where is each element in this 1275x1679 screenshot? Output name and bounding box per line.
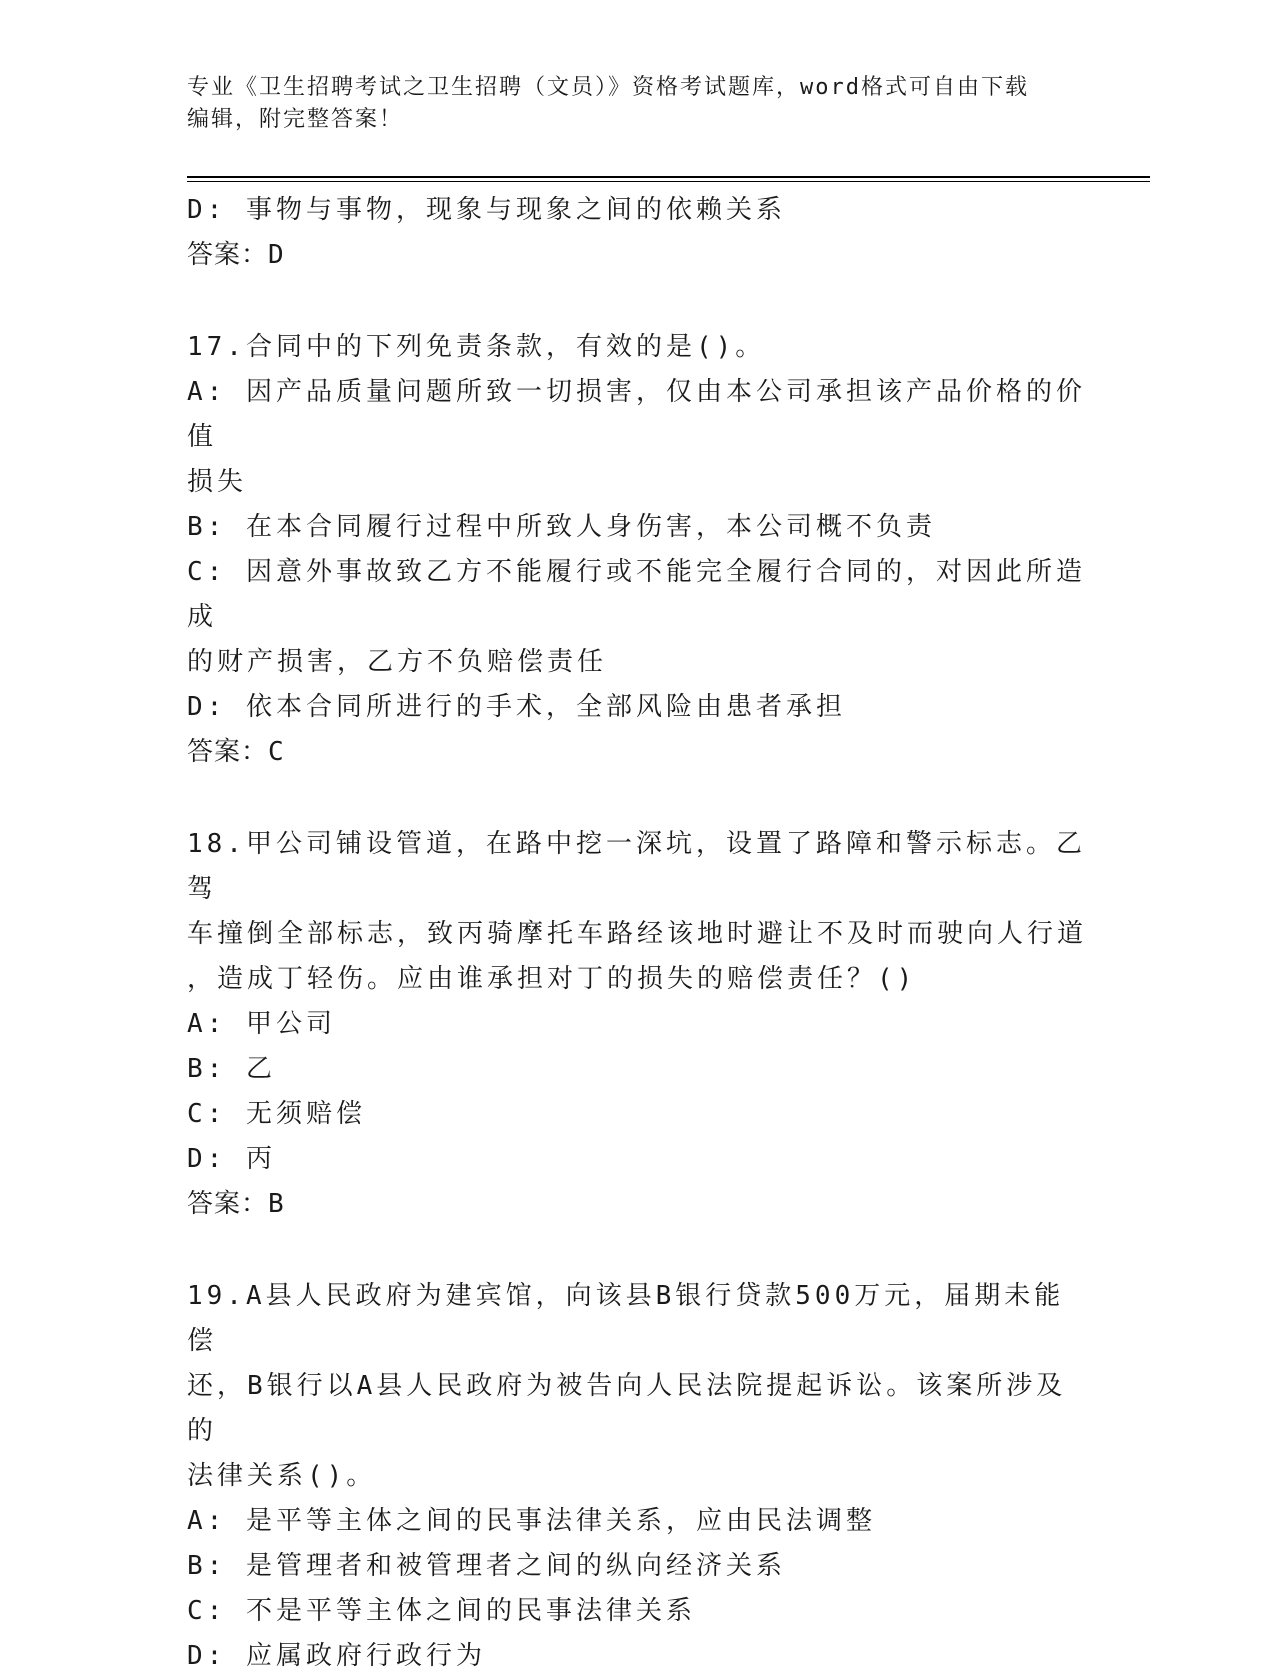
option-a-cont: 损失 [187, 467, 248, 497]
question-18 [187, 822, 1087, 1227]
option-d: D: 事物与事物，现象与现象之间的依赖关系 [187, 195, 786, 225]
option-c: C: 不是平等主体之间的民事法律关系 [187, 1596, 696, 1626]
question-stem-line-3: 法律关系()。 [187, 1461, 377, 1491]
page-header [187, 72, 1087, 136]
option-a: A: 甲公司 [187, 1009, 336, 1039]
option-a: A: 是平等主体之间的民事法律关系，应由民法调整 [187, 1506, 876, 1536]
header-line-1: 专业《卫生招聘考试之卫生招聘（文员）》资格考试题库，word格式可自由下载 [187, 75, 1029, 100]
header-divider-thin [187, 181, 1150, 182]
question-stem-line-1: 18.甲公司铺设管道，在路中挖一深坑，设置了路障和警示标志。乙驾 [187, 829, 1086, 904]
question-stem-line-2: 车撞倒全部标志，致丙骑摩托车路经该地时避让不及时而驶向人行道 [187, 919, 1088, 949]
question-stem-line-2: 还，B银行以A县人民政府为被告向人民法院提起诉讼。该案所涉及的 [187, 1371, 1067, 1446]
option-c-cont: 的财产损害，乙方不负赔偿责任 [187, 647, 608, 677]
option-c: C: 因意外事故致乙方不能履行或不能完全履行合同的，对因此所造成 [187, 557, 1086, 632]
previous-question-tail [187, 188, 1087, 278]
question-17 [187, 325, 1087, 775]
header-line-2: 编辑，附完整答案！ [187, 107, 404, 132]
option-d: D: 依本合同所进行的手术，全部风险由患者承担 [187, 692, 846, 722]
option-d: D: 应属政府行政行为 [187, 1641, 486, 1671]
question-stem-line-3: ，造成丁轻伤。应由谁承担对丁的损失的赔偿责任？() [187, 964, 917, 994]
option-b: B: 在本合同履行过程中所致人身伤害，本公司概不负责 [187, 512, 936, 542]
document-body [187, 188, 1087, 1679]
answer: 答案：B [187, 1189, 285, 1219]
answer: 答案：D [187, 240, 285, 270]
option-b: B: 是管理者和被管理者之间的纵向经济关系 [187, 1551, 786, 1581]
header-divider-thick [187, 176, 1150, 178]
answer: 答案：C [187, 737, 285, 767]
option-b: B: 乙 [187, 1054, 276, 1084]
question-19 [187, 1274, 1087, 1679]
option-d: D: 丙 [187, 1144, 276, 1174]
option-a: A: 因产品质量问题所致一切损害，仅由本公司承担该产品价格的价值 [187, 377, 1086, 452]
option-c: C: 无须赔偿 [187, 1099, 366, 1129]
question-stem-line-1: 19.A县人民政府为建宾馆，向该县B银行贷款500万元，届期未能偿 [187, 1281, 1065, 1356]
question-stem: 17.合同中的下列免责条款，有效的是()。 [187, 332, 766, 362]
